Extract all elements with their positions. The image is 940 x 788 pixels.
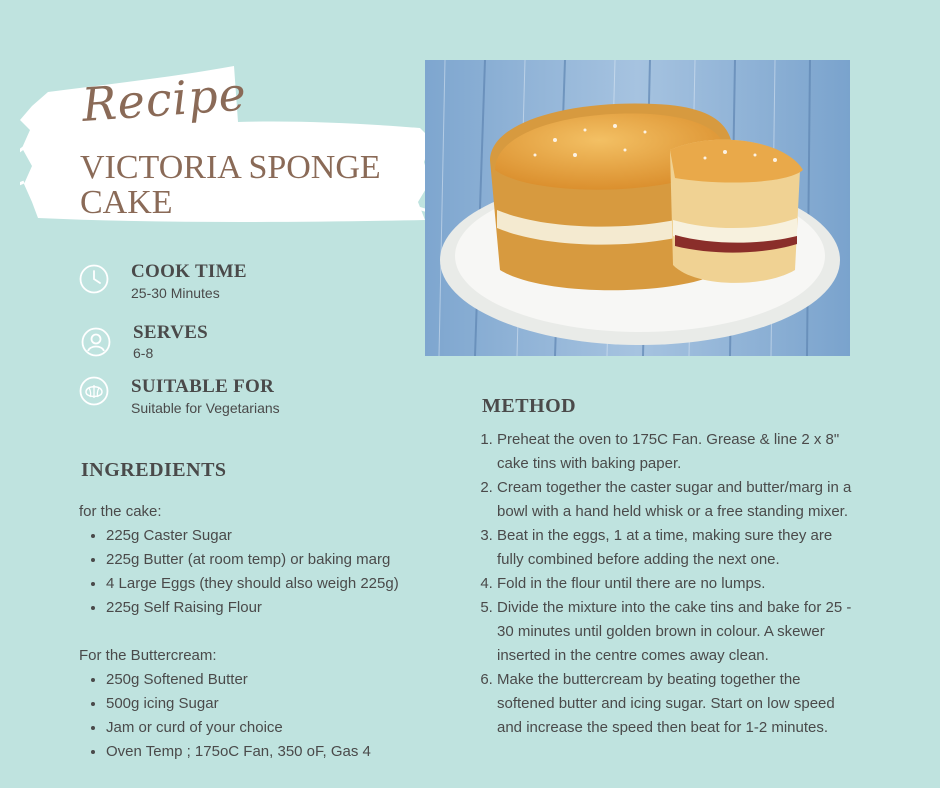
list-item: • 225g Butter (at room temp) or baking marg xyxy=(106,548,439,572)
list-item: • 4 Large Eggs (they should also weigh 225g) xyxy=(106,572,439,596)
method-heading: METHOD xyxy=(482,395,577,417)
ingredient-group-heading: for the cake: xyxy=(79,503,162,520)
method-step: 2. Cream together the caster sugar and butter/marg in a bowl with a hand held whisk or a free standing mixer. xyxy=(497,476,852,524)
list-item: • 225g Caster Sugar xyxy=(106,524,439,548)
method-step: 1. Preheat the oven to 175C Fan. Grease & line 2 x 8" cake tins with baking paper. xyxy=(497,428,852,476)
list-item: • 250g Softened Butter xyxy=(106,668,439,692)
ingredient-group-list xyxy=(79,668,439,764)
cook-time-value: 25-30 Minutes xyxy=(131,285,220,301)
list-item: • 225g Self Raising Flour xyxy=(106,596,439,620)
method-step: 3. Beat in the eggs, 1 at a time, making sure they are fully combined before adding the next one. xyxy=(497,524,852,572)
method-step: 6. Make the buttercream by beating together the softened butter and icing sugar. Start on low speed and increase the speed then beat for 1-2 minutes. xyxy=(497,668,852,740)
ingredient-group-list xyxy=(79,524,439,620)
list-item: • Jam or curd of your choice xyxy=(106,716,439,740)
page-title: VICTORIA SPONGE CAKE xyxy=(80,149,381,221)
ingredients-heading: INGREDIENTS xyxy=(81,459,227,481)
cabbage-icon xyxy=(79,376,109,406)
suitable-for-label: SUITABLE FOR xyxy=(131,376,275,397)
clock-icon xyxy=(79,264,109,294)
person-icon xyxy=(81,327,111,357)
method-step: 5. Divide the mixture into the cake tins and bake for 25 - 30 minutes until golden brown in colour. A skewer inserted in the centre comes away clean. xyxy=(497,596,852,668)
suitable-for-value: Suitable for Vegetarians xyxy=(131,400,280,416)
ingredient-group-heading: For the Buttercream: xyxy=(79,647,217,664)
serves-value: 6-8 xyxy=(133,345,154,361)
serves-label: SERVES xyxy=(133,322,209,343)
list-item: • 500g icing Sugar xyxy=(106,692,439,716)
method-list xyxy=(482,428,852,740)
ingredients-list xyxy=(79,500,439,764)
cook-time-label: COOK TIME xyxy=(131,261,247,282)
method-step: 4. Fold in the flour until there are no lumps. xyxy=(497,572,852,596)
cake-photo xyxy=(425,60,850,356)
recipe-script-heading: Recipe xyxy=(80,66,249,132)
list-item: • Oven Temp ; 175oC Fan, 350 oF, Gas 4 xyxy=(106,740,439,764)
